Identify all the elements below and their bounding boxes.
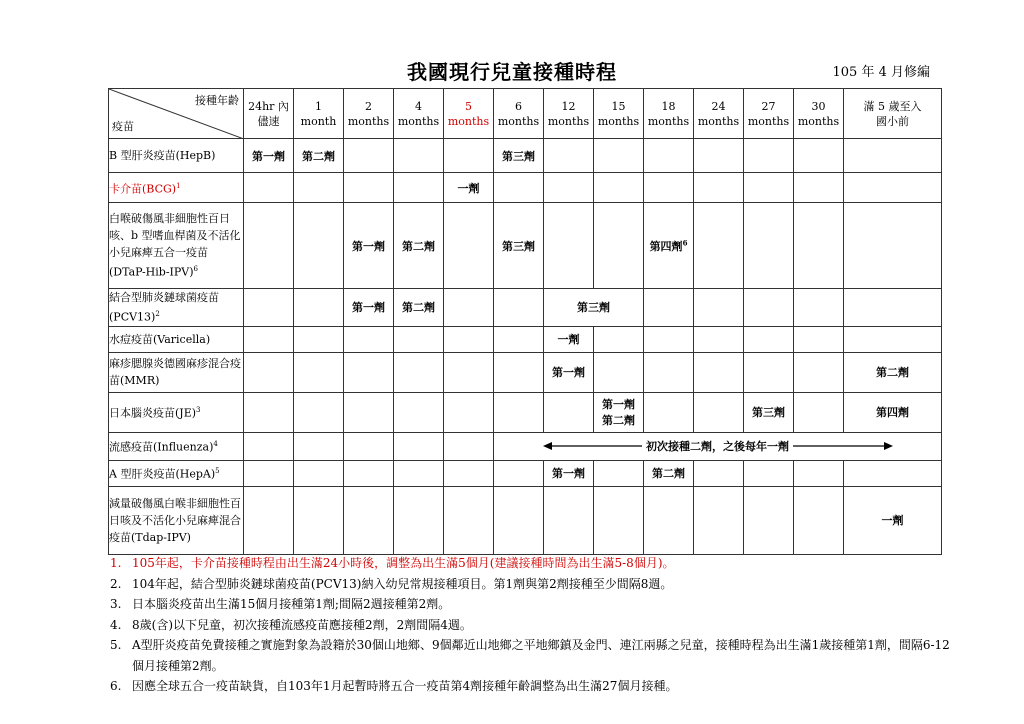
age-header-10 — [744, 89, 794, 139]
dose-cell — [444, 203, 494, 289]
dose-cell — [344, 326, 394, 352]
dose-cell — [744, 139, 794, 173]
age-header-line2: months — [397, 114, 440, 128]
dose-cell — [694, 460, 744, 486]
footnote-text: A型肝炎疫苗免費接種之實施對象為設籍於30個山地鄉、9個鄰近山地鄉之平地鄉鎮及金門、連江兩縣之兒童，接種時程為出生滿1歲接種第1劑，間隔6-12個月接種第2劑。 — [132, 638, 950, 673]
dose-label: 第二劑 — [402, 301, 435, 315]
dose-label: 第一劑 — [602, 398, 635, 412]
age-header-line2: months — [647, 114, 690, 128]
dose-cell — [344, 203, 394, 289]
dose-cell — [844, 173, 942, 203]
vaccine-name: B 型肝炎疫苗(HepB) — [109, 149, 216, 162]
dose-cell — [494, 203, 544, 289]
footnote-text: 日本腦炎疫苗出生滿15個月接種第1劑;間隔2週接種第2劑。 — [132, 597, 451, 611]
dose-label: 第一劑 — [552, 366, 585, 380]
vaccine-row — [109, 139, 942, 173]
dose-cell — [844, 326, 942, 352]
influenza-arrow-label — [543, 438, 893, 454]
dose-label: 第二劑 — [302, 149, 335, 163]
footnote-3 — [110, 594, 950, 615]
dose-label: 第一劑 — [352, 301, 385, 315]
footnote-marker: 5 — [215, 467, 220, 476]
vaccine-name: 水痘疫苗(Varicella) — [109, 332, 211, 346]
vaccine-name-cell — [109, 486, 244, 554]
age-header-line1: 30 — [811, 99, 826, 113]
age-header-line1: 滿 5 歲至入 — [863, 99, 922, 113]
dose-cell — [644, 486, 694, 554]
dose-cell — [794, 486, 844, 554]
age-header-line2: months — [347, 114, 390, 128]
age-header-line1: 12 — [561, 99, 576, 113]
dose-cell — [294, 432, 344, 460]
vaccine-row — [109, 460, 942, 486]
vaccine-name: 日本腦炎疫苗(JE) — [109, 406, 197, 420]
dose-cell — [294, 392, 344, 432]
footnote-number: 6. — [110, 679, 122, 693]
footnote-text: 因應全球五合一疫苗缺貨，自103年1月起暫時將五合一疫苗第4劑接種年齡調整為出生滿27個月接種。 — [132, 679, 678, 693]
age-header-3 — [394, 89, 444, 139]
age-header-8 — [644, 89, 694, 139]
age-header-line1: 1 — [315, 99, 322, 113]
dose-cell — [494, 486, 544, 554]
dose-cell — [594, 486, 644, 554]
dose-cell — [444, 392, 494, 432]
footnote-number: 2. — [110, 576, 122, 591]
dose-cell — [344, 486, 394, 554]
dose-cell — [344, 173, 394, 203]
vaccine-name: 麻疹腮腺炎德國麻疹混合疫苗(MMR) — [109, 357, 241, 388]
dose-cell — [644, 352, 694, 392]
dose-cell — [494, 352, 544, 392]
dose-cell — [344, 289, 394, 327]
dose-cell — [394, 460, 444, 486]
age-header-5 — [494, 89, 544, 139]
dose-cell — [794, 326, 844, 352]
dose-cell — [544, 326, 594, 352]
dose-cell — [594, 460, 644, 486]
dose-cell — [544, 203, 594, 289]
dose-cell — [244, 289, 294, 327]
vaccine-axis-label: 疫苗 — [112, 120, 134, 133]
dose-cell — [444, 326, 494, 352]
dose-cell — [494, 392, 544, 432]
dose-cell — [744, 289, 794, 327]
footnote-number: 3. — [110, 597, 122, 611]
footnote-4 — [110, 615, 950, 636]
vaccine-name-cell — [109, 326, 244, 352]
dose-cell — [344, 460, 394, 486]
footnote-number: 4. — [110, 617, 122, 632]
age-header-1 — [294, 89, 344, 139]
footnote-marker: 6 — [193, 265, 198, 274]
dose-cell — [294, 352, 344, 392]
dose-cell — [394, 203, 444, 289]
dose-label: 第二劑 — [402, 239, 435, 253]
footnote-5 — [110, 635, 950, 676]
age-axis-label: 接種年齡 — [195, 94, 239, 107]
dose-cell — [394, 139, 444, 173]
dose-cell — [794, 392, 844, 432]
dose-cell — [244, 139, 294, 173]
dose-cell — [544, 460, 594, 486]
dose-label: 第四劑$^6$ — [649, 237, 688, 253]
dose-cell — [444, 139, 494, 173]
dose-cell — [744, 460, 794, 486]
age-header-4 — [444, 89, 494, 139]
footnote-marker: 2 — [155, 310, 160, 318]
vaccine-name-cell — [109, 203, 244, 289]
dose-cell — [744, 203, 794, 289]
dose-cell — [444, 173, 494, 203]
vaccine-name-cell — [109, 432, 244, 460]
age-header-line2: 儘速 — [257, 114, 280, 128]
dose-cell — [294, 460, 344, 486]
age-header-0 — [244, 89, 294, 139]
dose-cell — [694, 392, 744, 432]
dose-cell — [794, 203, 844, 289]
vaccine-row — [109, 203, 942, 289]
age-header-line2: months — [597, 114, 640, 128]
dose-cell — [594, 203, 644, 289]
vaccine-row — [109, 486, 942, 554]
age-header-line1: 15 — [611, 99, 626, 113]
vaccination-schedule-table — [108, 88, 942, 555]
dose-cell — [844, 139, 942, 173]
vaccine-name-cell — [109, 352, 244, 392]
footnote-number: 5. — [110, 638, 122, 652]
footnotes — [110, 553, 950, 697]
dose-cell — [794, 173, 844, 203]
dose-cell — [644, 289, 694, 327]
dose-cell — [344, 432, 394, 460]
age-header-9 — [694, 89, 744, 139]
age-header-line1: 27 — [761, 99, 776, 113]
dose-label: 一劑 — [557, 333, 580, 347]
dose-cell — [294, 173, 344, 203]
age-header-11 — [794, 89, 844, 139]
dose-cell — [494, 173, 544, 203]
annual-arrow — [543, 438, 893, 454]
dose-cell — [594, 352, 644, 392]
dose-label: 第三劑 — [502, 239, 535, 253]
vaccine-row — [109, 432, 942, 460]
vaccine-name-cell — [109, 392, 244, 432]
dose-cell — [794, 289, 844, 327]
dose-cell — [594, 139, 644, 173]
age-header-line1: 4 — [415, 99, 422, 113]
dose-cell — [444, 432, 494, 460]
dose-label: 第一劑 — [552, 467, 585, 481]
dose-cell — [744, 486, 794, 554]
dose-label: 第二劑 — [652, 467, 685, 481]
dose-cell — [744, 352, 794, 392]
age-header-line1: 24 — [711, 99, 726, 113]
age-header-line2: months — [547, 114, 590, 128]
header-row — [109, 89, 942, 139]
footnote-marker: 4 — [213, 440, 218, 449]
age-header-line1: 2 — [365, 99, 372, 113]
dose-cell — [344, 392, 394, 432]
dose-cell — [394, 173, 444, 203]
dose-cell — [644, 392, 694, 432]
footnote-marker: 3 — [196, 406, 201, 415]
footnote-marker: 6 — [682, 237, 688, 247]
dose-cell — [394, 326, 444, 352]
arrow-text: 初次接種二劑，之後每年一劑 — [642, 440, 793, 453]
vaccine-name: 卡介苗(BCG) — [109, 182, 177, 196]
footnote-marker: 1 — [176, 181, 181, 190]
dose-cell — [294, 486, 344, 554]
dose-cell — [494, 460, 544, 486]
age-header-line2: months — [747, 114, 790, 128]
dose-cell — [694, 352, 744, 392]
dose-cell — [744, 392, 794, 432]
dose-cell — [644, 203, 694, 289]
vaccine-name: 減量破傷風白喉非細胞性百日咳及不活化小兒麻痺混合疫苗(Tdap-IPV) — [109, 496, 241, 544]
dose-cell — [294, 326, 344, 352]
dose-cell — [544, 139, 594, 173]
footnote-text: 104年起，結合型肺炎鏈球菌疫苗(PCV13)納入幼兒常規接種項目。第1劑與第2劑接種至少間隔8週。 — [132, 576, 673, 591]
age-header-line2: months — [447, 114, 490, 128]
vaccine-name: A 型肝炎疫苗(HepA) — [109, 467, 216, 481]
dose-label: 第三劑 — [502, 149, 535, 163]
dose-cell — [494, 289, 544, 327]
dose-cell — [294, 139, 344, 173]
dose-cell — [494, 139, 544, 173]
dose-cell — [394, 486, 444, 554]
dose-cell — [844, 289, 942, 327]
dose-cell — [844, 392, 942, 432]
age-header-line2: 國小前 — [876, 114, 909, 128]
age-header-7 — [594, 89, 644, 139]
dose-label: 一劑 — [881, 514, 904, 528]
footnote-1 — [110, 553, 950, 574]
dose-cell — [594, 392, 644, 432]
dose-cell — [694, 486, 744, 554]
vaccine-row — [109, 352, 942, 392]
page-title: 我國現行兒童接種時程 — [407, 60, 617, 84]
dose-cell — [544, 173, 594, 203]
dose-cell — [644, 139, 694, 173]
influenza-arrow-cell — [494, 432, 942, 460]
dose-cell — [694, 139, 744, 173]
dose-cell — [244, 326, 294, 352]
dose-label: 第一劑 — [352, 239, 385, 253]
dose-label: 第四劑 — [876, 406, 909, 420]
dose-cell — [644, 460, 694, 486]
dose-cell — [444, 486, 494, 554]
vaccine-name: 結合型肺炎鏈球菌疫苗(PCV13) — [109, 291, 219, 324]
footnote-number: 1. — [110, 556, 122, 570]
age-header-line1: 6 — [515, 99, 522, 113]
dose-cell — [394, 432, 444, 460]
dose-cell — [644, 173, 694, 203]
dose-cell — [394, 352, 444, 392]
age-header-line1: 18 — [661, 99, 676, 113]
age-header-line2: months — [697, 114, 740, 128]
footnote-2 — [110, 574, 950, 595]
dose-cell — [494, 326, 544, 352]
dose-cell — [594, 173, 644, 203]
vaccine-row — [109, 289, 942, 327]
dose-cell — [844, 352, 942, 392]
dose-cell — [544, 352, 594, 392]
vaccine-row — [109, 173, 942, 203]
dose-cell — [694, 173, 744, 203]
dose-cell — [444, 460, 494, 486]
vaccine-name: 白喉破傷風非細胞性百日咳、b 型嗜血桿菌及不活化小兒麻痺五合一疫苗(DTaP-Hib-IPV) — [109, 212, 241, 279]
dose-cell — [244, 486, 294, 554]
dose-label: 第三劑 — [752, 406, 785, 420]
dose-cell — [244, 432, 294, 460]
dose-cell — [694, 203, 744, 289]
dose-cell — [594, 326, 644, 352]
dose-label: 第二劑 — [602, 414, 635, 428]
dose-cell — [244, 352, 294, 392]
vaccine-name: 流感疫苗(Influenza) — [109, 440, 214, 454]
revision-date: 105 年 4 月修編 — [832, 65, 930, 80]
dose-cell — [244, 173, 294, 203]
dose-cell — [844, 203, 942, 289]
dose-cell — [244, 392, 294, 432]
dose-cell — [544, 486, 594, 554]
dose-cell — [694, 326, 744, 352]
dose-label: 第二劑 — [876, 366, 909, 380]
dose-cell — [394, 289, 444, 327]
dose-cell — [344, 352, 394, 392]
dose-cell — [294, 203, 344, 289]
footnote-6 — [110, 676, 950, 697]
age-header-line2: month — [300, 114, 337, 128]
dose-label: 一劑 — [457, 181, 480, 195]
footnote-text: 8歲(含)以下兒童，初次接種流感疫苗應接種2劑，2劑間隔4週。 — [132, 617, 472, 632]
dose-label: 第一劑 — [252, 149, 285, 163]
dose-cell — [394, 392, 444, 432]
header-corner-cell — [109, 89, 244, 139]
age-header-2 — [344, 89, 394, 139]
dose-cell — [744, 173, 794, 203]
dose-cell — [794, 352, 844, 392]
dose-cell — [844, 486, 942, 554]
vaccine-name-cell — [109, 173, 244, 203]
dose-cell — [444, 289, 494, 327]
dose-cell — [844, 460, 942, 486]
dose-cell — [344, 139, 394, 173]
vaccine-name-cell — [109, 460, 244, 486]
dose-cell — [294, 289, 344, 327]
age-header-line2: months — [497, 114, 540, 128]
vaccine-name-cell — [109, 139, 244, 173]
dose-cell — [644, 326, 694, 352]
dose-cell-merged: 第三劑 — [544, 289, 644, 327]
dose-cell — [244, 460, 294, 486]
vaccine-row — [109, 392, 942, 432]
dose-cell — [744, 326, 794, 352]
dose-cell — [444, 352, 494, 392]
age-header-6 — [544, 89, 594, 139]
dose-cell — [794, 460, 844, 486]
vaccine-row — [109, 326, 942, 352]
dose-cell — [544, 392, 594, 432]
dose-cell — [794, 139, 844, 173]
vaccine-name-cell — [109, 289, 244, 327]
dose-cell — [244, 203, 294, 289]
footnote-text: 105年起，卡介苗接種時程由出生滿24小時後，調整為出生滿5個月(建議接種時間為出生滿5-8個月)。 — [132, 556, 675, 570]
age-header-12 — [844, 89, 942, 139]
age-header-line2: months — [797, 114, 840, 128]
age-header-line1: 5 — [465, 99, 472, 113]
dose-cell — [694, 289, 744, 327]
age-header-line1: 24hr 內 — [248, 99, 289, 113]
